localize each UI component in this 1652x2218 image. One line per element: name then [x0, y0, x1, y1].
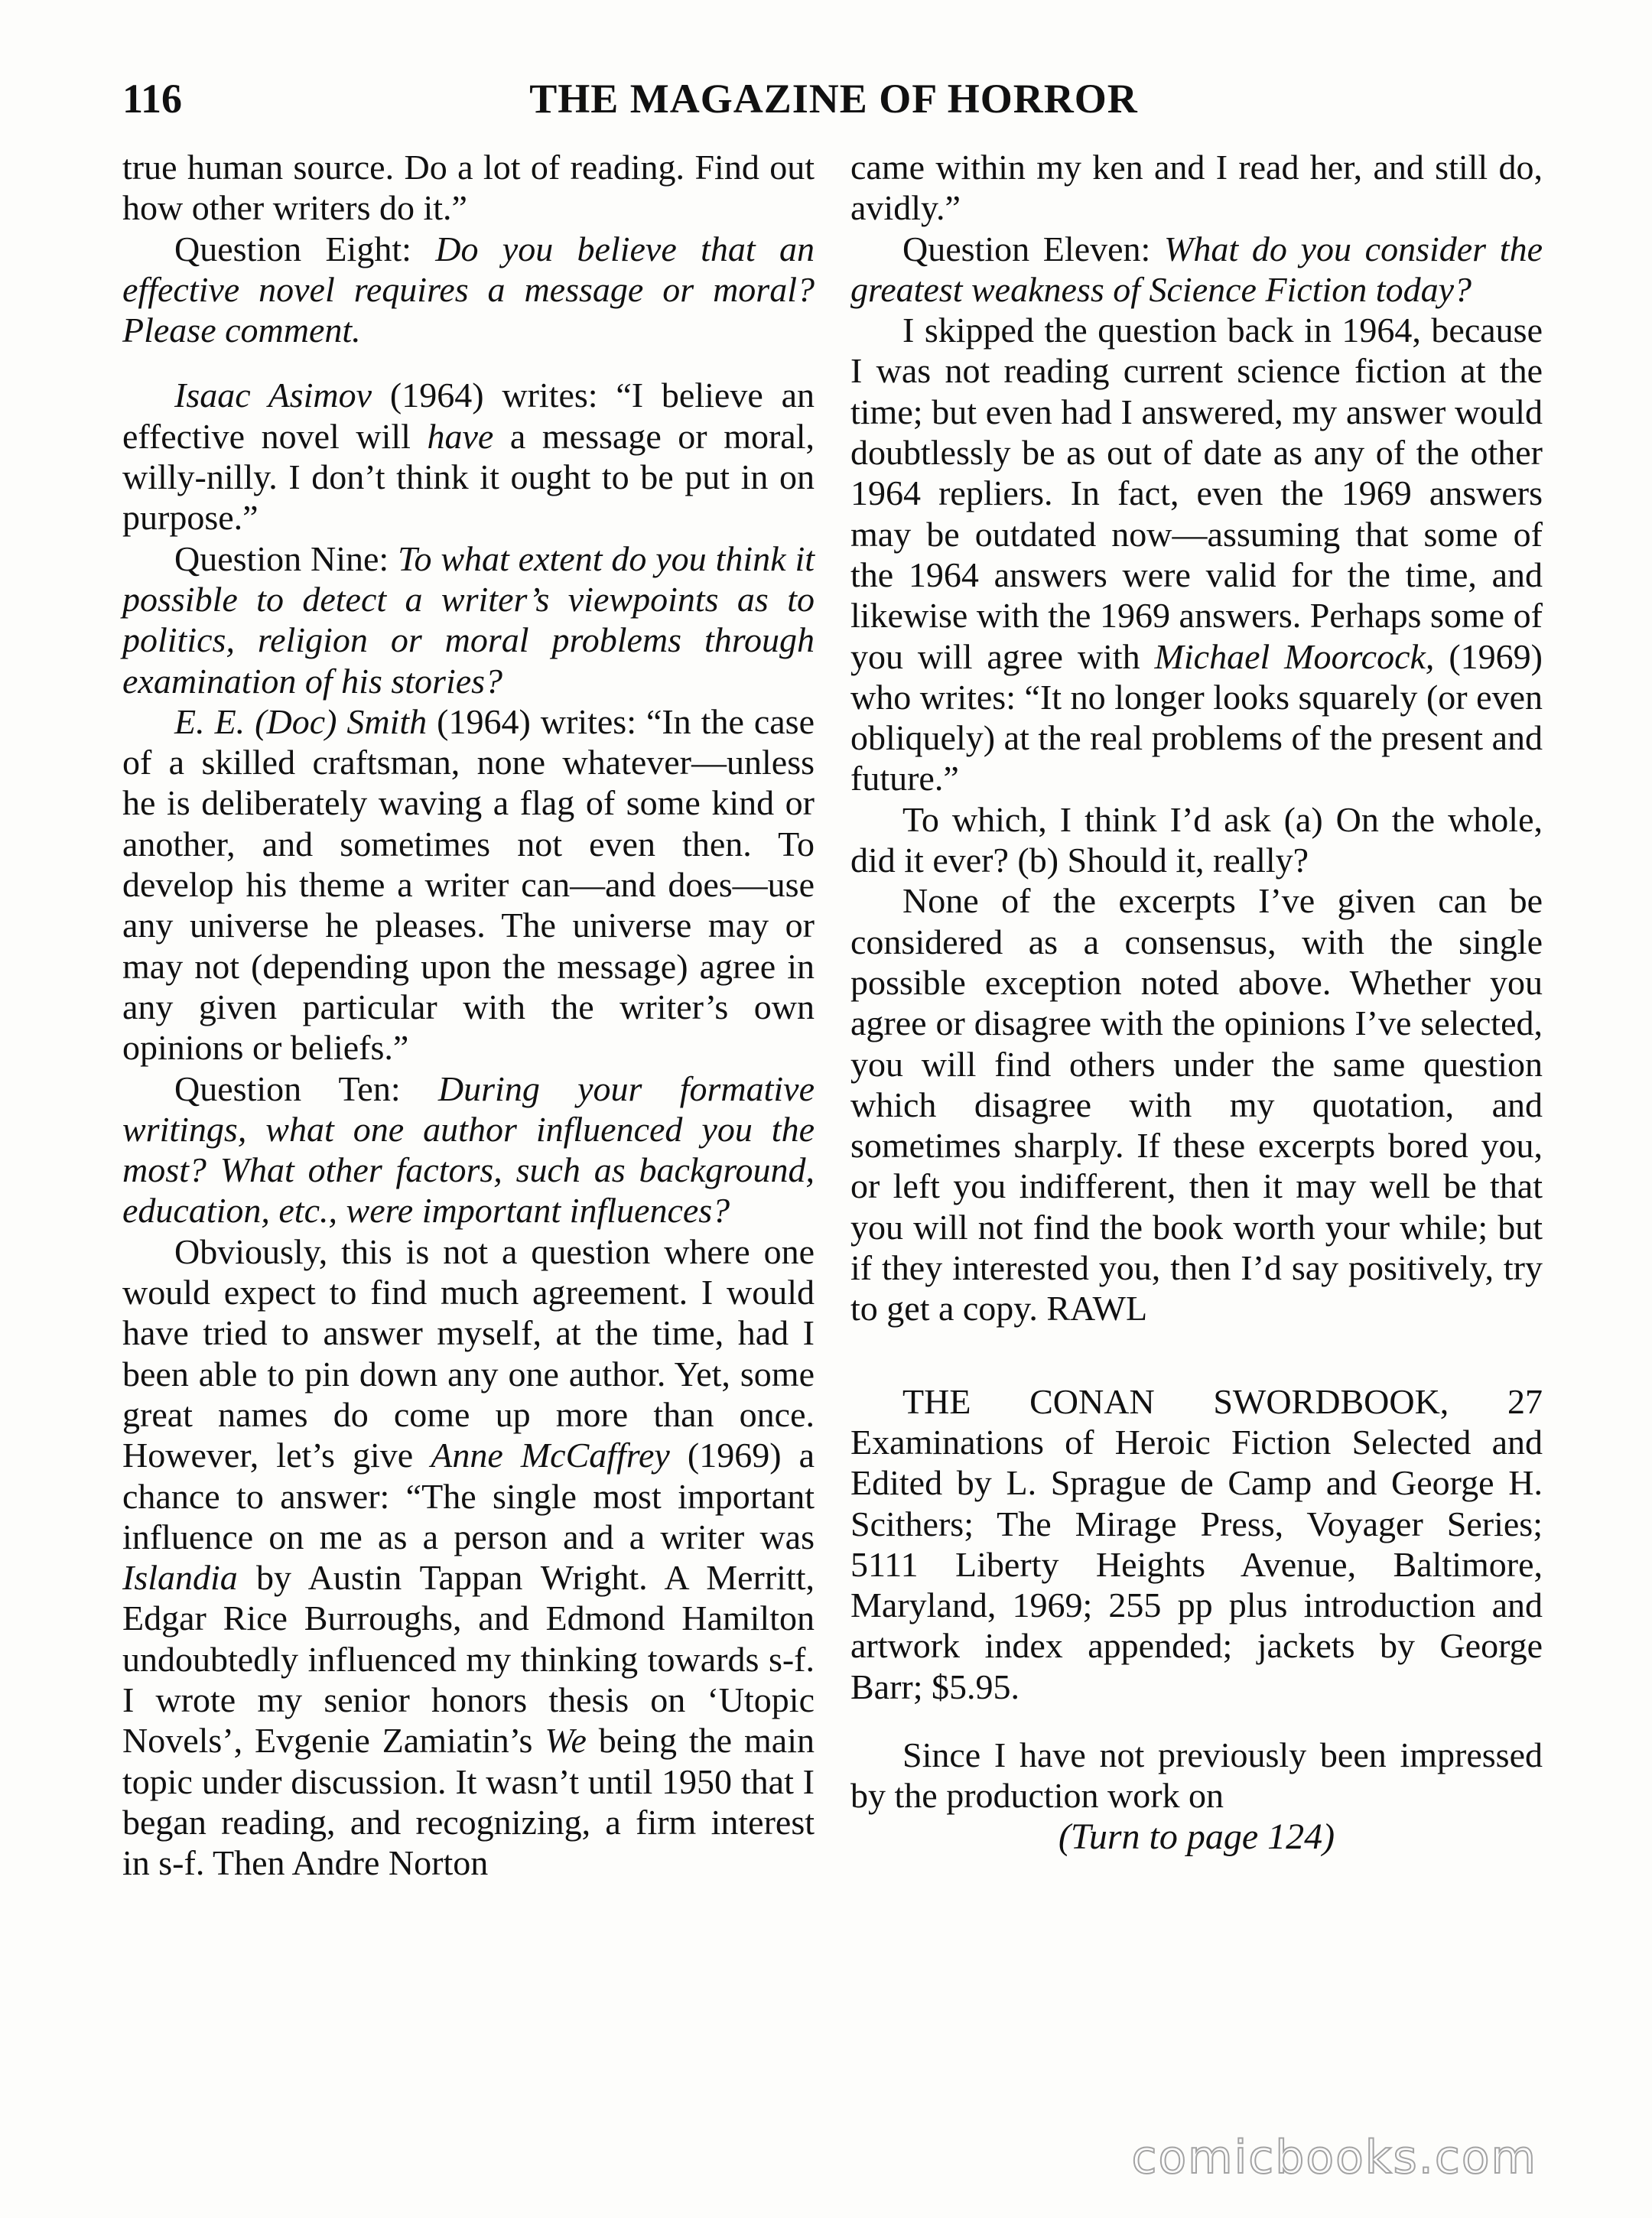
watermark: comicbooks.com: [1131, 2131, 1537, 2184]
running-title: THE MAGAZINE OF HORROR: [529, 76, 1138, 122]
book-listing: THE CONAN SWORDBOOK, 27 Examinations of Heroic Fiction Selected and Edited by L. Sprague de Camp and George H. Scithers; The Mirage Press, Voyager Series; 5111 Liberty Heights Avenue, Baltimore, Maryland, 1969; 255 pp plus introduction and artwork index appended; jackets by George Barr; $5.95.: [850, 1381, 1543, 1706]
asimov-answer: Isaac Asimov (1964) writes: “I believe an effective novel will have a message or moral, willy-nilly. I don’t think it ought to be put in on purpose.”: [122, 376, 815, 538]
to-which-paragraph: To which, I think I’d ask (a) On the whole, did it ever? (b) Should it, really?: [850, 799, 1543, 880]
page-header: [122, 75, 1545, 128]
paragraph-continued: true human source. Do a lot of reading. Find out how other writers do it.”: [122, 148, 815, 228]
reviewer-paragraph: I skipped the question back in 1964, because I was not reading current science fiction at the time; but even had I answered, my answer would doubtlessly be as out of date as any of the other 1964 repliers. In fact, even the 1969 answers may be outdated now—assuming that some of the 1964 answers were valid for the time, and likewise with the 1969 answers. Perhaps some of you will agree with Michael Moorcock, (1969) who writes: “It no longer looks squarely (or even obliquely) at the real problems of the present and future.”: [850, 311, 1543, 798]
left-column: [122, 147, 815, 1883]
conclusion-paragraph: None of the excerpts I’ve given can be considered as a consensus, with the single possible exception noted above. Whether you agree or disagree with the opinions I’ve selected, you will find others under the same question which disagree with my quotation, and sometimes sharply. If these excerpts bored you, or left you indifferent, then it may well be that you will not find the book worth your while; but if they interested you, then I’d say positively, try to get a copy. RAWL: [850, 881, 1543, 1329]
question-nine: Question Nine: To what extent do you think it possible to detect a writer’s viewpoints as to politics, religion or moral problems through examination of his stories?: [122, 538, 815, 701]
paragraph-continued: came within my ken and I read her, and still do, avidly.”: [850, 148, 1543, 228]
mccaffrey-paragraph: Obviously, this is not a question where one would expect to find much agreement. I would have tried to answer myself, at the time, had I been able to pin down any one author. Yet, some great names do come up more than once. However, let’s give Anne McCaffrey (1969) a chance to answer: “The single most important influence on me as a person and a writer was Islandia by Austin Tappan Wright. A Merritt, Edgar Rice Burroughs, and Edmond Hamilton undoubtedly influenced my thinking towards s-f. I wrote my senior honors thesis on ‘Utopic Novels’, Evgenie Zamiatin’s We being the main topic under discussion. It wasn’t until 1950 that I began reading, and recognizing, a firm interest in s-f. Then Andre Norton: [122, 1231, 815, 1883]
page-number: 116: [122, 76, 183, 122]
question-ten: Question Ten: During your formative writings, what one author influenced you the most? What other factors, such as background, education, etc., were important influences?: [122, 1068, 815, 1231]
review-opening: Since I have not previously been impressed by the production work on: [850, 1735, 1543, 1816]
question-eleven: Question Eleven: What do you consider the greatest weakness of Science Fiction today?: [850, 229, 1543, 309]
continuation-note: (Turn to page 124): [1058, 1816, 1335, 1857]
right-column: [850, 147, 1543, 1857]
question-eight: Question Eight: Do you believe that an effective novel requires a message or moral? Please comment.: [122, 229, 815, 350]
smith-answer: E. E. (Doc) Smith (1964) writes: “In the case of a skilled craftsman, none whatever—unless he is deliberately waving a flag of some kind or another, and sometimes not even then. To develop his theme a writer can—and does—use any universe he pleases. The universe may or may not (depending upon the message) agree in any given particular with the writer’s own opinions or beliefs.”: [122, 701, 815, 1068]
